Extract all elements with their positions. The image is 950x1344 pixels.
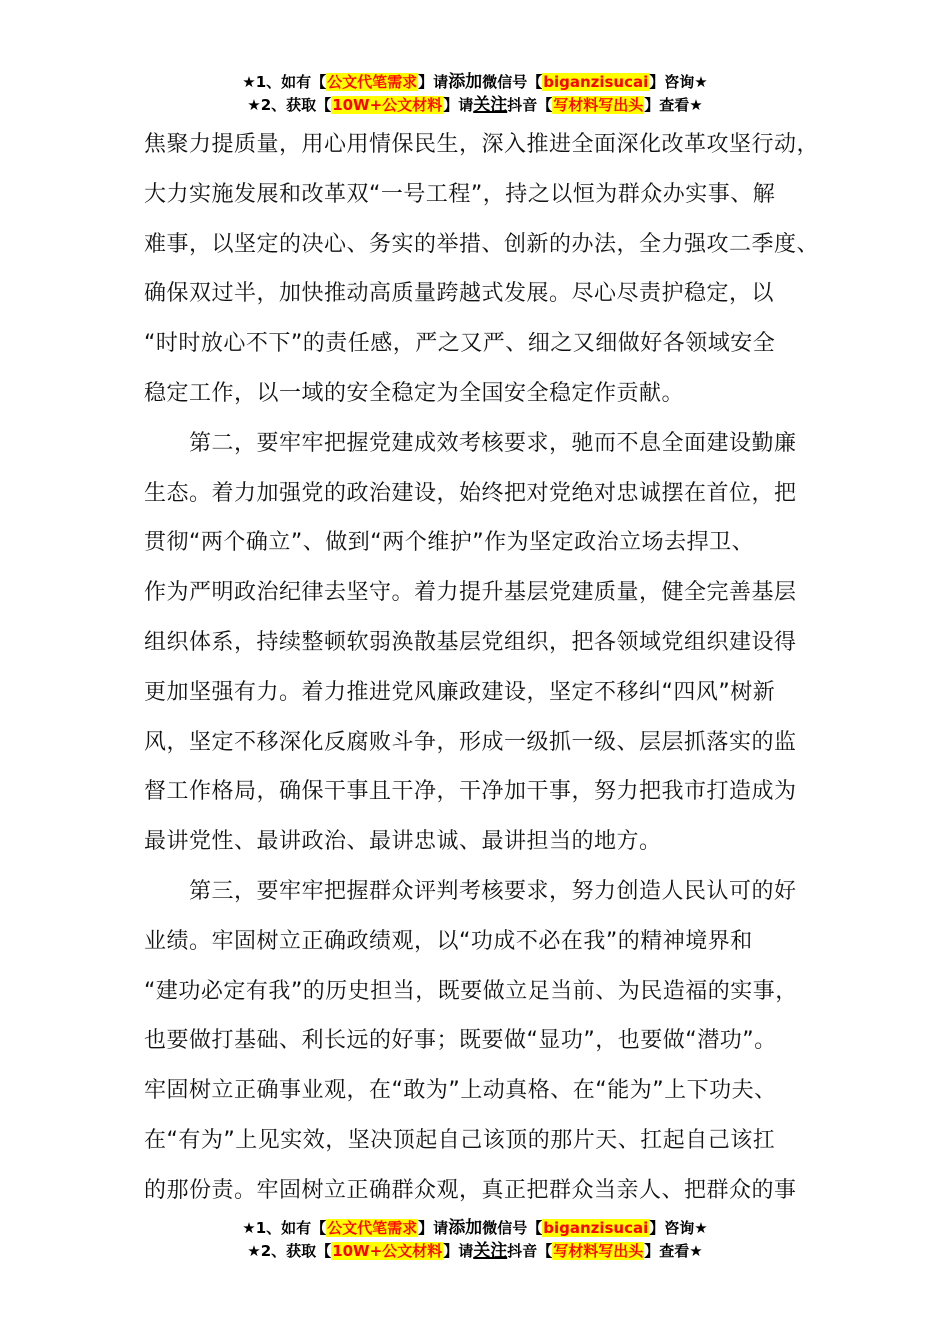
highlight-materials: 10W+公文材料	[332, 96, 443, 114]
highlight-ghostwriting: 公文代笔需求	[327, 73, 418, 91]
banner-text: 微信号【	[482, 1219, 543, 1237]
text-line: 在“有为”上见实效，坚决顶起自己该顶的那片天、扛起自己该扛	[144, 1127, 776, 1153]
banner-text: 】查看★	[644, 1242, 703, 1260]
text-line: 业绩。牢固树立正确政绩观，以“功成不必在我”的精神境界和	[144, 928, 753, 954]
banner-text: 抖音【	[507, 1242, 553, 1260]
text-line: 难事，以坚定的决心、务实的举措、创新的办法，全力强攻二季度、	[144, 231, 820, 257]
text-line: 更加坚强有力。着力推进党风廉政建设，坚定不移纠“四风”树新	[144, 679, 776, 705]
text-line: “时时放心不下”的责任感，严之又严、细之又细做好各领域安全	[144, 331, 776, 357]
banner-text: 】请	[443, 96, 474, 114]
banner-text: 】请	[443, 1242, 474, 1260]
text-line: 生态。着力加强党的政治建设，始终把对党绝对忠诚摆在首位，把	[144, 480, 797, 506]
banner-text: 微信号【	[482, 73, 543, 91]
banner-line-2	[0, 1240, 950, 1263]
text-line: 风，坚定不移深化反腐败斗争，形成一级抓一级、层层抓落实的监	[144, 729, 797, 755]
text-line: 督工作格局，确保干事且干净，干净加干事，努力把我市打造成为	[144, 779, 797, 805]
paragraph-start-line: 第二，要牢牢把握党建成效考核要求，驰而不息全面建设勤廉	[189, 430, 797, 456]
paragraph-start-line: 第三，要牢牢把握群众评判考核要求，努力创造人民认可的好	[189, 878, 797, 904]
banner-text: 】咨询★	[649, 73, 708, 91]
text-line: 的那份责。牢固树立正确群众观，真正把群众当亲人、把群众的事	[144, 1177, 797, 1203]
highlight-ghostwriting: 公文代笔需求	[327, 1219, 418, 1237]
footer-banner	[0, 1217, 950, 1263]
banner-line-1	[0, 1217, 950, 1240]
highlight-douyin-account: 写材料写出头	[553, 96, 644, 114]
banner-line-2	[0, 94, 950, 117]
highlight-wechat-id: biganzisucai	[543, 73, 649, 91]
banner-text: 】查看★	[644, 96, 703, 114]
banner-text: ★1、如有【	[242, 73, 327, 91]
header-banner	[0, 71, 950, 117]
text-line: 也要做打基础、利长远的好事；既要做“显功”，也要做“潜功”。	[144, 1028, 777, 1054]
emphasis-follow: 关注	[473, 1241, 508, 1261]
banner-text: ★2、获取【	[247, 96, 332, 114]
text-line: 贯彻“两个确立”、做到“两个维护”作为坚定政治立场去捍卫、	[144, 530, 755, 556]
emphasis-follow: 关注	[473, 95, 508, 115]
text-line: 确保双过半，加快推动高质量跨越式发展。尽心尽责护稳定，以	[144, 281, 775, 307]
text-line: 最讲党性、最讲政治、最讲忠诚、最讲担当的地方。	[144, 829, 662, 855]
highlight-douyin-account: 写材料写出头	[553, 1242, 644, 1260]
banner-text: 】咨询★	[649, 1219, 708, 1237]
text-line: 稳定工作，以一域的安全稳定为全国安全稳定作贡献。	[144, 380, 685, 406]
text-line: “建功必定有我”的历史担当，既要做立足当前、为民造福的实事，	[144, 978, 798, 1004]
banner-text: 】请	[418, 1219, 449, 1237]
emphasis-add: 添加	[448, 72, 483, 92]
text-line: 大力实施发展和改革双“一号工程”，持之以恒为群众办实事、解	[144, 181, 776, 207]
text-line: 牢固树立正确事业观，在“敢为”上动真格、在“能为”上下功夫、	[144, 1078, 777, 1104]
text-line: 焦聚力提质量，用心用情保民生，深入推进全面深化改革攻坚行动，	[144, 132, 820, 157]
text-line: 作为严明政治纪律去坚守。着力提升基层党建质量，健全完善基层	[144, 580, 797, 606]
highlight-wechat-id: biganzisucai	[543, 1219, 649, 1237]
banner-text: ★1、如有【	[242, 1219, 327, 1237]
emphasis-add: 添加	[448, 1218, 483, 1238]
text-line: 组织体系，持续整顿软弱涣散基层党组织，把各领域党组织建设得	[144, 629, 797, 655]
banner-text: 抖音【	[507, 96, 553, 114]
document-body	[144, 120, 834, 1216]
banner-text: ★2、获取【	[247, 1242, 332, 1260]
banner-text: 】请	[418, 73, 449, 91]
banner-line-1	[0, 71, 950, 94]
highlight-materials: 10W+公文材料	[332, 1242, 443, 1260]
